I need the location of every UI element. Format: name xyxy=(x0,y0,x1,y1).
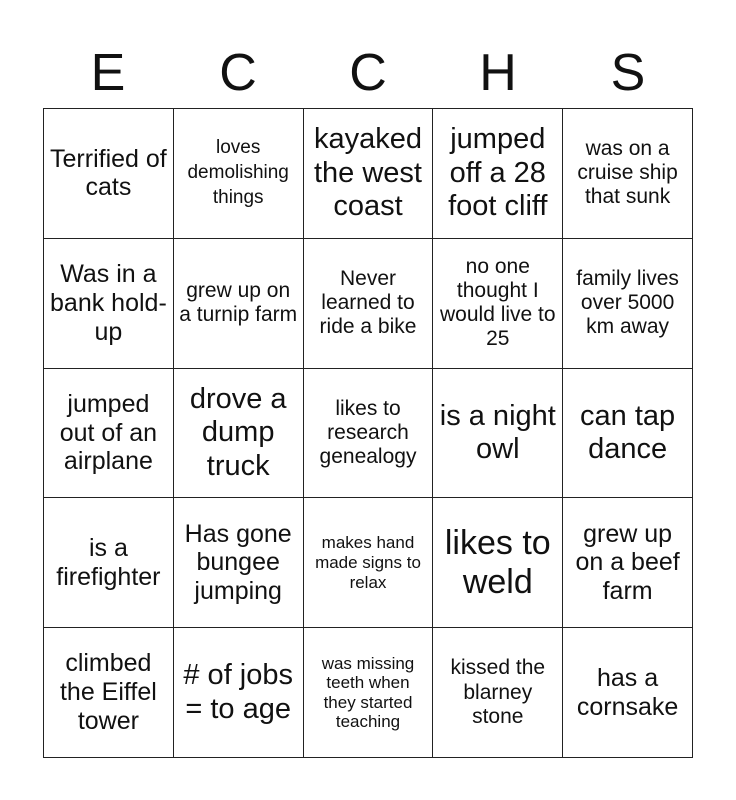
bingo-cell[interactable] xyxy=(44,369,174,499)
bingo-cell[interactable] xyxy=(563,109,693,239)
header-letter-5: S xyxy=(610,44,646,102)
bingo-cell[interactable] xyxy=(174,109,304,239)
bingo-cell[interactable] xyxy=(304,369,434,499)
bingo-cell[interactable] xyxy=(174,498,304,628)
bingo-cell[interactable] xyxy=(44,498,174,628)
cell-text: can tap dance xyxy=(580,399,676,465)
cell-text: Terrified of cats xyxy=(50,144,167,202)
cell-text: Has gone bungee jumping xyxy=(184,519,292,606)
bingo-cell[interactable] xyxy=(304,109,434,239)
cell-text: family lives over 5000 km away xyxy=(576,266,679,339)
cell-text: likes to weld xyxy=(444,523,551,601)
header-letter-3: C xyxy=(349,44,387,102)
cell-text: was missing teeth when they started teaching xyxy=(321,653,415,732)
cell-text: is a night owl xyxy=(439,399,556,465)
bingo-board xyxy=(43,108,693,758)
bingo-cell[interactable] xyxy=(433,369,563,499)
header-letter-2: C xyxy=(219,44,257,102)
cell-text: Never learned to ride a bike xyxy=(319,266,417,339)
cell-text: drove a dump truck xyxy=(189,382,287,482)
bingo-cell[interactable] xyxy=(174,369,304,499)
bingo-cell[interactable] xyxy=(44,109,174,239)
cell-text: jumped out of an airplane xyxy=(59,389,158,476)
header-letter-1: E xyxy=(90,44,126,102)
cell-text: likes to research genealogy xyxy=(319,396,417,469)
bingo-cell[interactable] xyxy=(433,239,563,369)
bingo-cell[interactable] xyxy=(304,498,434,628)
cell-text: # of jobs = to age xyxy=(183,659,294,725)
cell-text: is a firefighter xyxy=(56,534,161,591)
cell-text: kayaked the west coast xyxy=(313,123,422,223)
bingo-cell[interactable] xyxy=(563,498,693,628)
bingo-header xyxy=(43,38,693,108)
cell-text: loves demolishing things xyxy=(187,137,289,208)
cell-text: no one thought I would live to 25 xyxy=(440,254,556,351)
bingo-cell[interactable] xyxy=(44,239,174,369)
bingo-cell[interactable] xyxy=(563,239,693,369)
bingo-cell[interactable] xyxy=(563,369,693,499)
bingo-cell[interactable] xyxy=(563,628,693,758)
bingo-cell[interactable] xyxy=(433,498,563,628)
bingo-cell[interactable] xyxy=(433,628,563,758)
cell-text: kissed the blarney stone xyxy=(450,656,546,728)
cell-text: Was in a bank hold-up xyxy=(50,260,167,346)
cell-text: makes hand made signs to relax xyxy=(315,533,421,592)
bingo-cell[interactable] xyxy=(304,628,434,758)
cell-text: has a cornsake xyxy=(576,663,679,721)
cell-text: climbed the Eiffel tower xyxy=(59,649,157,735)
bingo-cell[interactable] xyxy=(433,109,563,239)
cell-text: grew up on a turnip farm xyxy=(179,279,298,327)
cell-text: grew up on a beef farm xyxy=(575,519,680,606)
bingo-cell[interactable] xyxy=(174,239,304,369)
header-letter-4: H xyxy=(479,44,517,102)
cell-text: jumped off a 28 foot cliff xyxy=(448,123,548,223)
cell-text: was on a cruise ship that sunk xyxy=(577,137,678,209)
bingo-cell[interactable] xyxy=(174,628,304,758)
bingo-cell[interactable] xyxy=(44,628,174,758)
bingo-cell[interactable] xyxy=(304,239,434,369)
